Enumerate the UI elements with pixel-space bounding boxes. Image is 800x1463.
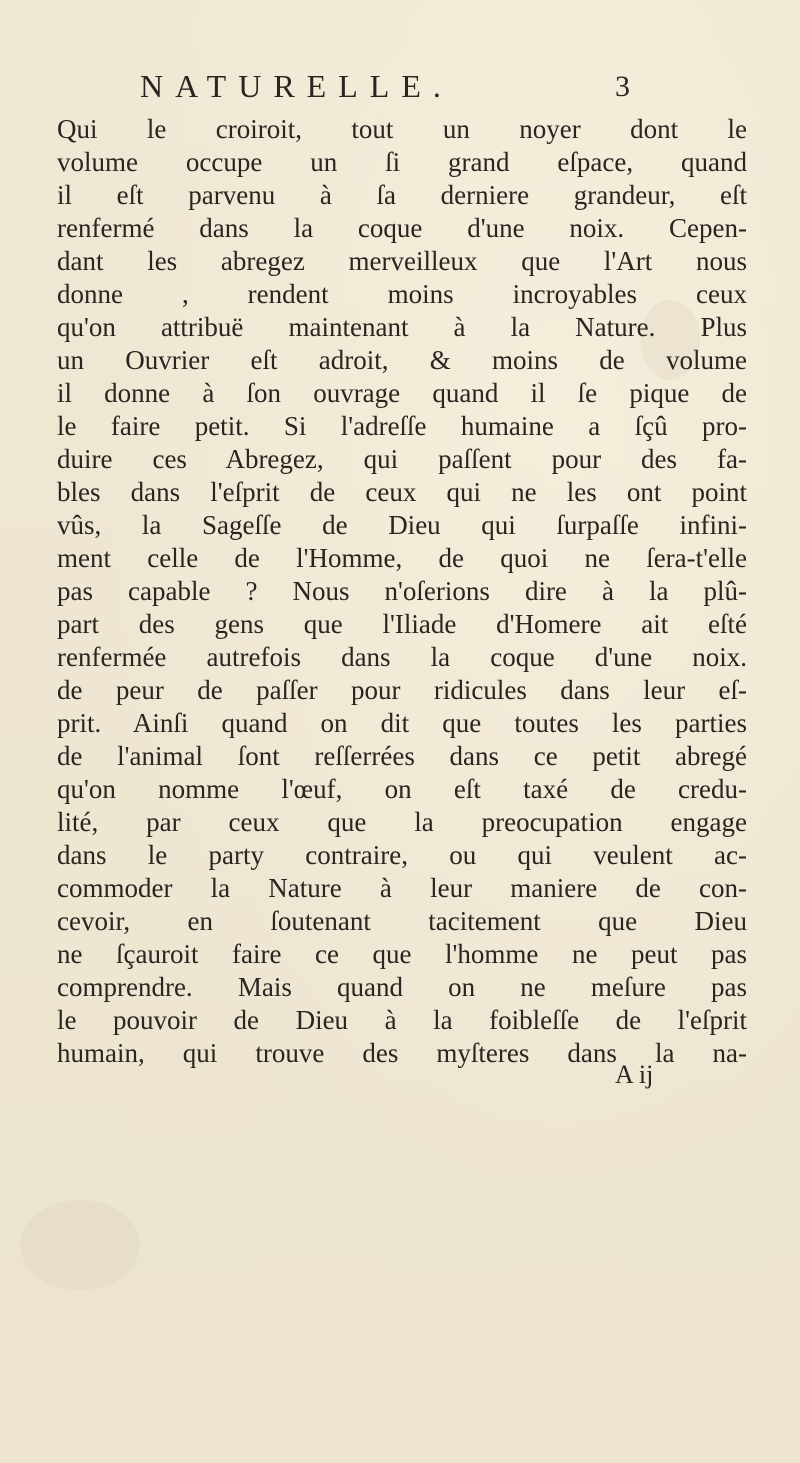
- text-line: renfermé dans la coque d'une noix. Cepen-: [57, 213, 747, 243]
- text-line: il eſt parvenu à ſa derniere grandeur, eſt: [57, 180, 747, 210]
- text-line: duire ces Abregez, qui paſſent pour des fa-: [57, 444, 747, 474]
- text-line: humain, qui trouve des myſteres dans la na-: [57, 1038, 747, 1068]
- text-line: ne ſçauroit faire ce que l'homme ne peut pas: [57, 939, 747, 969]
- paper-stain: [20, 1200, 140, 1290]
- text-line: il donne à ſon ouvrage quand il ſe pique de: [57, 378, 747, 408]
- signature-mark: A ij: [615, 1060, 654, 1089]
- text-line: donne , rendent moins incroyables ceux: [57, 279, 747, 309]
- text-line: Qui le croiroit, tout un noyer dont le: [57, 114, 747, 144]
- text-line: qu'on attribuë maintenant à la Nature. Plus: [57, 312, 747, 342]
- text-line: de peur de paſſer pour ridicules dans leur eſ-: [57, 675, 747, 705]
- text-line: qu'on nomme l'œuf, on eſt taxé de credu-: [57, 774, 747, 804]
- text-line: comprendre. Mais quand on ne meſure pas: [57, 972, 747, 1002]
- page-header: [140, 68, 630, 108]
- text-line: le faire petit. Si l'adreſſe humaine a ſçû pro-: [57, 411, 747, 441]
- text-line: prit. Ainſi quand on dit que toutes les parties: [57, 708, 747, 738]
- page-number: 3: [615, 70, 630, 103]
- text-line: dant les abregez merveilleux que l'Art nous: [57, 246, 747, 276]
- text-line: ment celle de l'Homme, de quoi ne ſera-t'elle: [57, 543, 747, 573]
- text-line: part des gens que l'Iliade d'Homere ait eſté: [57, 609, 747, 639]
- text-line: un Ouvrier eſt adroit, & moins de volume: [57, 345, 747, 375]
- text-line: volume occupe un ſi grand eſpace, quand: [57, 147, 747, 177]
- body-text: [57, 113, 747, 1070]
- text-line: lité, par ceux que la preocupation engage: [57, 807, 747, 837]
- text-line: vûs, la Sageſſe de Dieu qui ſurpaſſe infini-: [57, 510, 747, 540]
- text-line: pas capable ? Nous n'oſerions dire à la plû-: [57, 576, 747, 606]
- text-line: dans le party contraire, ou qui veulent ac-: [57, 840, 747, 870]
- text-line: renfermée autrefois dans la coque d'une noix.: [57, 642, 747, 672]
- text-line: commoder la Nature à leur maniere de con-: [57, 873, 747, 903]
- running-title: NATURELLE.: [140, 68, 453, 104]
- text-line: le pouvoir de Dieu à la foibleſſe de l'eſprit: [57, 1005, 747, 1035]
- text-line: bles dans l'eſprit de ceux qui ne les ont point: [57, 477, 747, 507]
- text-line: cevoir, en ſoutenant tacitement que Dieu: [57, 906, 747, 936]
- text-line: de l'animal ſont reſſerrées dans ce petit abregé: [57, 741, 747, 771]
